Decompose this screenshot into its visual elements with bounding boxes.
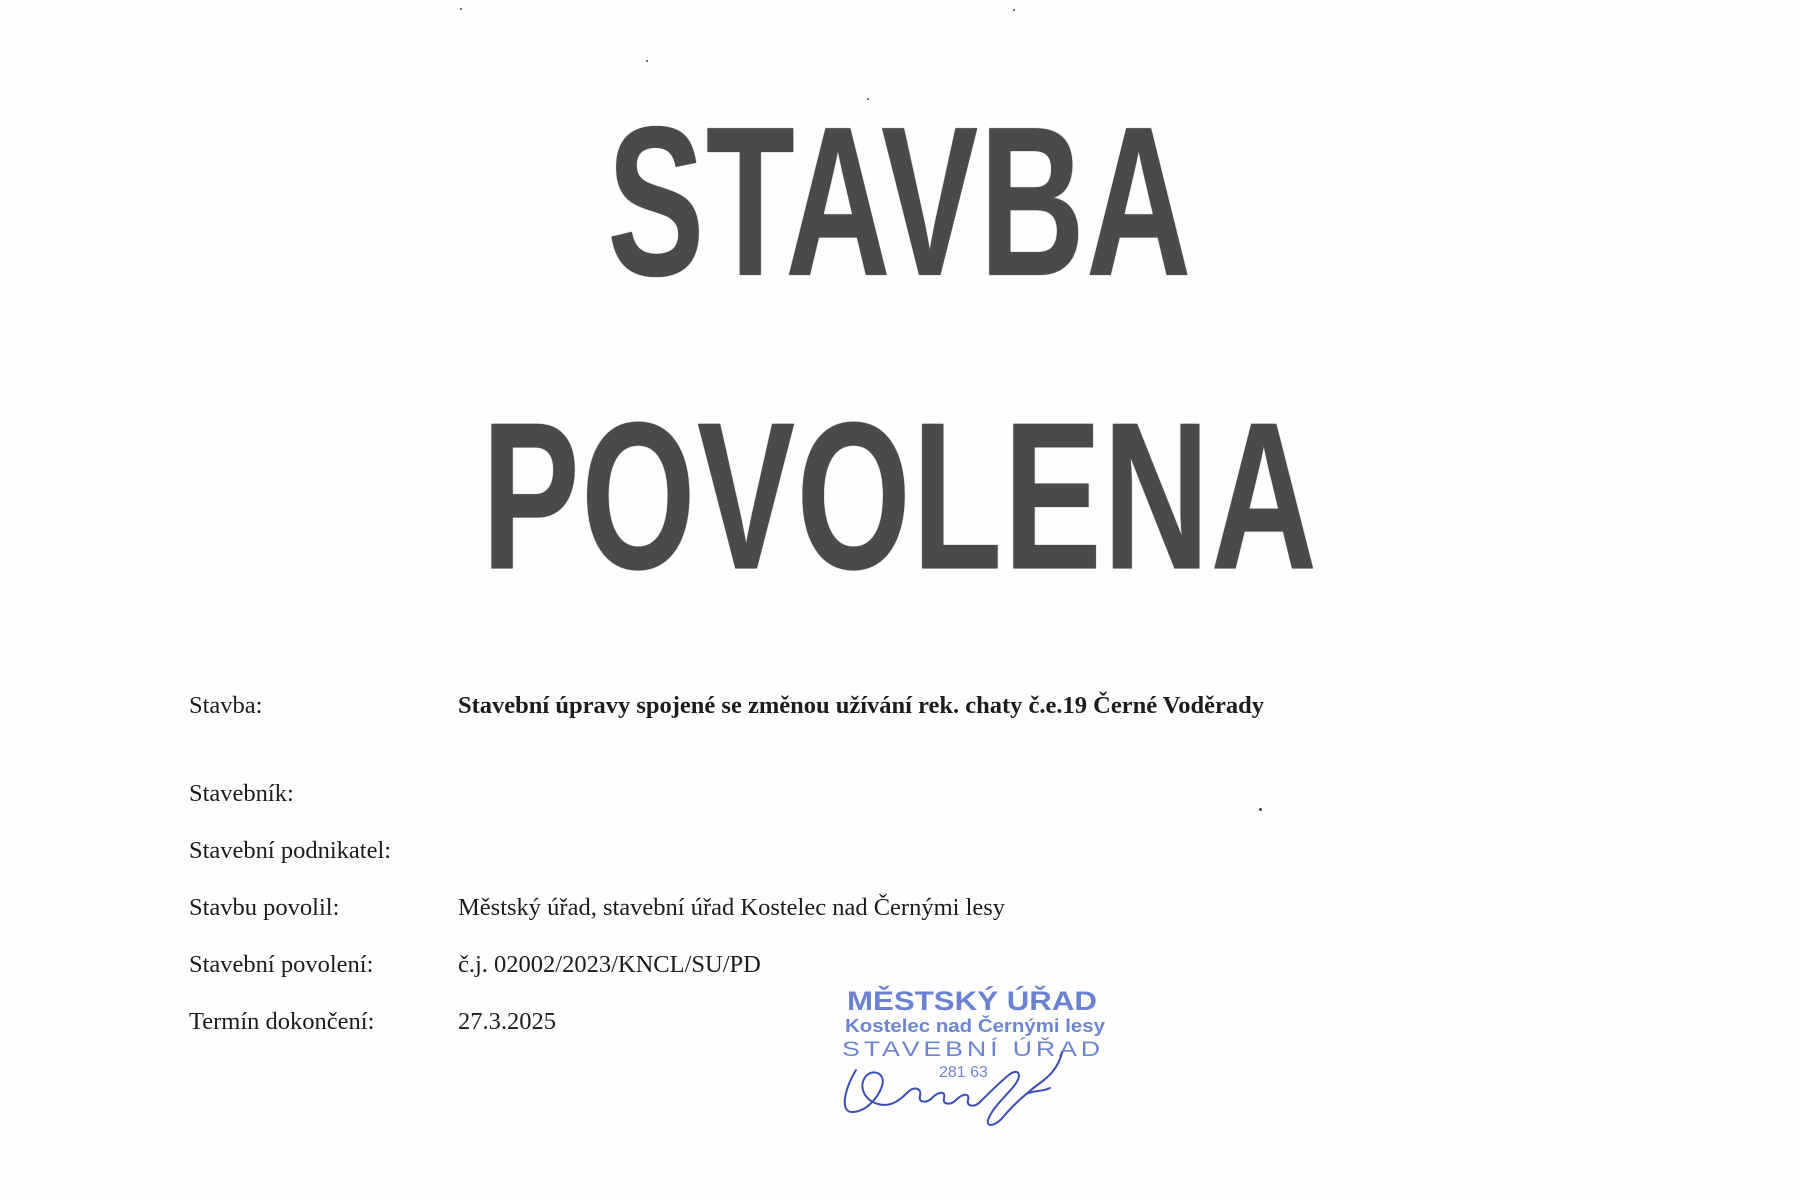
detail-label: Stavební povolení: [189, 951, 374, 978]
detail-label: Stavebník: [189, 780, 294, 807]
detail-value: Městský úřad, stavební úřad Kostelec nad Černými lesy [458, 894, 1006, 921]
scan-speck [646, 60, 648, 62]
stamp-line-1: MĚSTSKÝ ÚŘAD [847, 986, 1064, 1016]
detail-label: Stavbu povolil: [189, 894, 340, 921]
detail-label: Stavební podnikatel: [189, 837, 392, 864]
stamp-graphic [830, 982, 1110, 1132]
stamp-line-4: 281 63 [939, 1064, 988, 1081]
scan-speck [1259, 808, 1262, 811]
detail-label: Termín dokončení: [189, 1008, 375, 1035]
stamp-line-2: Kostelec nad Černými lesy [845, 1016, 1075, 1036]
detail-label: Stavba: [189, 692, 263, 719]
detail-value: Stavební úpravy spojené se změnou užívání rek. chaty č.e.19 Černé Voděrady [458, 692, 1264, 719]
office-stamp [830, 982, 1110, 1132]
detail-value: 27.3.2025 [458, 1008, 556, 1035]
headline-line-1: STAVBA [607, 82, 1193, 321]
scan-speck [1013, 9, 1015, 11]
detail-value: č.j. 02002/2023/KNCL/SU/PD [458, 951, 761, 978]
signature-icon [845, 1052, 1062, 1125]
headline-line-2: POVOLENA [481, 379, 1319, 614]
scan-speck [460, 8, 462, 10]
stamp-line-3: STAVEBNÍ ÚŘAD [842, 1038, 1104, 1061]
